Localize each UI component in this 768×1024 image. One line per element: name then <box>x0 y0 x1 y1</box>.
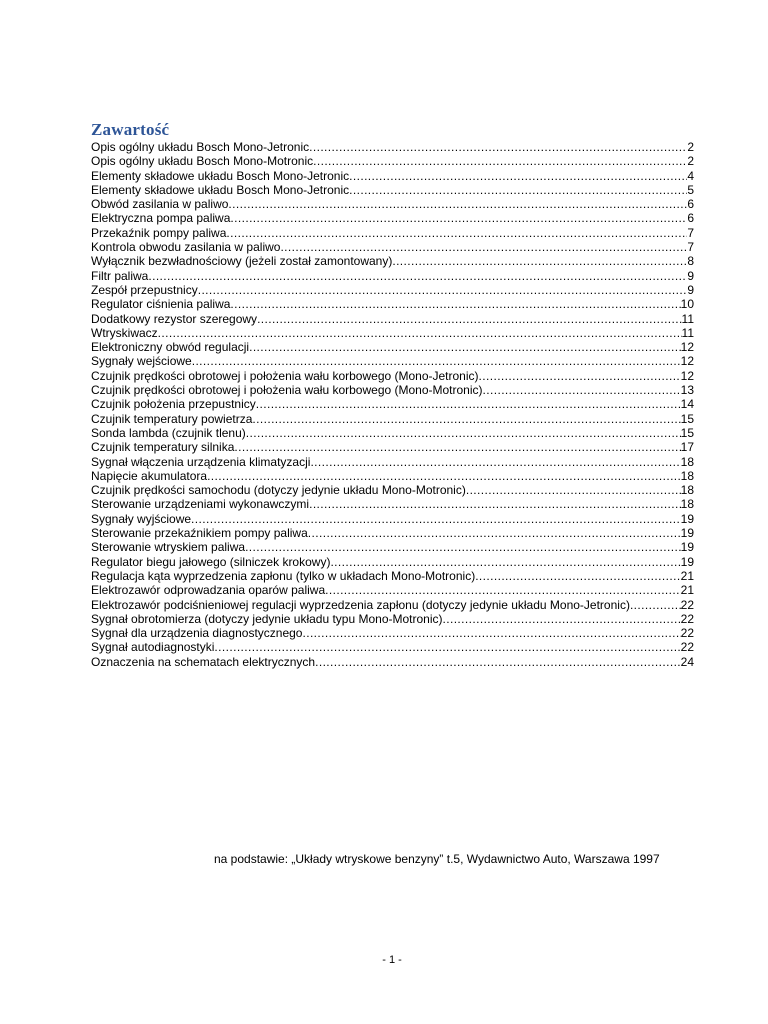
dot-leader <box>228 197 687 211</box>
toc-entry-page: 22 <box>680 626 694 641</box>
toc-entry[interactable] <box>91 326 694 340</box>
toc-entry-page: 18 <box>680 454 694 469</box>
toc-entry[interactable] <box>91 583 694 597</box>
toc-entry[interactable] <box>91 283 694 297</box>
dot-leader <box>230 211 687 225</box>
toc-entry-title: Opis ogólny układu Bosch Mono-Motronic <box>91 154 314 169</box>
toc-entry-page: 18 <box>680 497 694 512</box>
toc-entry-page: 6 <box>687 197 694 212</box>
toc-entry[interactable] <box>91 140 694 154</box>
toc-entry[interactable] <box>91 469 694 483</box>
toc-entry-title: Elementy składowe układu Bosch Mono-Jetronic <box>91 168 350 183</box>
dot-leader <box>349 169 687 183</box>
toc-entry-title: Czujnik temperatury silnika <box>91 440 235 455</box>
toc-entry[interactable] <box>91 655 694 669</box>
dot-leader <box>309 497 681 511</box>
toc-entry-page: 21 <box>680 583 694 598</box>
toc-entry-title: Regulacja kąta wyprzedzenia zapłonu (tylko w układach Mono-Motronic) <box>91 568 476 583</box>
toc-entry-page: 19 <box>680 511 694 526</box>
toc-entry[interactable] <box>91 497 694 511</box>
dot-leader <box>315 655 681 669</box>
toc-entry-page: 15 <box>680 425 694 440</box>
toc-entry[interactable] <box>91 312 694 326</box>
toc-entry[interactable] <box>91 383 694 397</box>
toc-entry-page: 12 <box>680 354 694 369</box>
toc-entry-title: Oznaczenia na schematach elektrycznych <box>91 654 316 669</box>
toc-entry[interactable] <box>91 626 694 640</box>
toc-entry-title: Sygnał autodiagnostyki <box>91 640 215 655</box>
dot-leader <box>479 369 681 383</box>
toc-entry-title: Kontrola obwodu zasilania w paliwo <box>91 240 281 255</box>
dot-leader <box>148 269 687 283</box>
toc-entry-title: Wtryskiwacz <box>91 325 158 340</box>
toc-entry[interactable] <box>91 354 694 368</box>
toc-entry-page: 22 <box>680 640 694 655</box>
dot-leader <box>192 354 681 368</box>
dot-leader <box>466 483 681 497</box>
toc-entry-title: Sygnały wejściowe <box>91 354 192 369</box>
dot-leader <box>252 412 680 426</box>
toc-entry-page: 12 <box>680 368 694 383</box>
toc-entry-title: Filtr paliwa <box>91 268 149 283</box>
toc-entry-page: 19 <box>680 540 694 555</box>
toc-entry-title: Wyłącznik bezwładnościowy (jeżeli został zamontowany) <box>91 254 393 269</box>
dot-leader <box>475 569 680 583</box>
toc-entry[interactable] <box>91 569 694 583</box>
toc-entry-page: 11 <box>681 311 694 326</box>
dot-leader <box>308 526 681 540</box>
toc-entry-title: Elektrozawór odprowadzania oparów paliwa <box>91 583 326 598</box>
toc-entry-title: Zespół przepustnicy <box>91 282 198 297</box>
toc-entry[interactable] <box>91 226 694 240</box>
toc-entry-title: Napięcie akumulatora <box>91 468 208 483</box>
toc-entry-page: 12 <box>680 340 694 355</box>
toc-entry[interactable] <box>91 540 694 554</box>
dot-leader <box>257 312 681 326</box>
dot-leader <box>191 512 681 526</box>
toc-entry-page: 6 <box>687 211 694 226</box>
toc-entry[interactable] <box>91 183 694 197</box>
toc-entry-title: Dodatkowy rezystor szeregowy <box>91 311 258 326</box>
toc-entry-page: 9 <box>687 282 694 297</box>
toc-entry-title: Przekaźnik pompy paliwa <box>91 225 227 240</box>
toc-entry-title: Obwód zasilania w paliwo <box>91 197 229 212</box>
toc-entry[interactable] <box>91 640 694 654</box>
dot-leader <box>245 540 681 554</box>
toc-entry-title: Czujnik prędkości samochodu (dotyczy jedynie układu Mono-Motronic) <box>91 483 466 498</box>
toc-entry[interactable] <box>91 169 694 183</box>
dot-leader <box>392 254 687 268</box>
toc-entry[interactable] <box>91 598 694 612</box>
toc-entry-title: Czujnik prędkości obrotowej i położenia wału korbowego (Mono-Motronic) <box>91 383 483 398</box>
dot-leader <box>309 140 687 154</box>
toc-entry[interactable] <box>91 426 694 440</box>
toc-heading: Zawartość <box>91 120 170 139</box>
toc-entry-page: 2 <box>687 140 694 154</box>
toc-entry-title: Sterowanie wtryskiem paliwa <box>91 540 246 555</box>
toc-entry[interactable] <box>91 240 694 254</box>
page-number: - 1 - <box>382 954 402 966</box>
toc-entry-page: 2 <box>687 154 694 169</box>
toc-entry-page: 21 <box>680 568 694 583</box>
toc-entry[interactable] <box>91 512 694 526</box>
toc-entry-page: 7 <box>687 225 694 240</box>
toc-entry-title: Sterowanie przekaźnikiem pompy paliwa <box>91 526 308 541</box>
toc-entry-page: 8 <box>687 254 694 269</box>
toc-entry-page: 15 <box>680 411 694 426</box>
dot-leader <box>280 240 687 254</box>
toc-entry-title: Sygnał dla urządzenia diagnostycznego <box>91 626 303 641</box>
toc-entry[interactable] <box>91 340 694 354</box>
toc-entry-title: Elementy składowe układu Bosch Mono-Jetronic <box>91 182 350 197</box>
dot-leader <box>443 612 681 626</box>
toc-entry[interactable] <box>91 269 694 283</box>
dot-leader <box>249 340 681 354</box>
toc-entry-page: 19 <box>680 526 694 541</box>
toc-entry-page: 7 <box>687 240 694 255</box>
toc-entry[interactable] <box>91 197 694 211</box>
toc-entry[interactable] <box>91 555 694 569</box>
toc-entry[interactable] <box>91 483 694 497</box>
toc-entry-title: Czujnik temperatury powietrza <box>91 411 253 426</box>
dot-leader <box>234 440 680 454</box>
toc-entry-page: 19 <box>680 554 694 569</box>
toc-entry-title: Regulator biegu jałowego (silniczek krokowy) <box>91 554 331 569</box>
toc-entry-page: 22 <box>680 611 694 626</box>
toc-entry-page: 10 <box>680 297 694 312</box>
dot-leader <box>330 555 680 569</box>
toc-entry[interactable] <box>91 297 694 311</box>
toc-entry[interactable] <box>91 369 694 383</box>
toc-entry-title: Czujnik położenia przepustnicy <box>91 397 256 412</box>
toc-entry-page: 18 <box>680 468 694 483</box>
dot-leader <box>630 598 681 612</box>
dot-leader <box>230 297 680 311</box>
toc-entry-title: Elektryczna pompa paliwa <box>91 211 231 226</box>
toc-entry-title: Opis ogólny układu Bosch Mono-Jetronic <box>91 140 310 154</box>
toc-entry-title: Sonda lambda (czujnik tlenu) <box>91 425 246 440</box>
toc-entry-title: Sygnały wyjściowe <box>91 511 192 526</box>
toc-entry[interactable] <box>91 211 694 225</box>
dot-leader <box>313 154 687 168</box>
dot-leader <box>302 626 680 640</box>
toc-entry-page: 4 <box>687 168 694 183</box>
toc-entry-page: 5 <box>687 182 694 197</box>
dot-leader <box>325 583 681 597</box>
toc-entry[interactable] <box>91 526 694 540</box>
dot-leader <box>310 455 680 469</box>
toc-entry-title: Regulator ciśnienia paliwa <box>91 297 231 312</box>
toc-entry[interactable] <box>91 397 694 411</box>
table-of-contents <box>91 140 694 669</box>
toc-entry-title: Sygnał włączenia urządzenia klimatyzacji <box>91 454 311 469</box>
toc-entry[interactable] <box>91 440 694 454</box>
dot-leader <box>214 640 680 654</box>
dot-leader <box>246 426 681 440</box>
dot-leader <box>158 326 682 340</box>
dot-leader <box>349 183 687 197</box>
toc-entry-page: 18 <box>680 483 694 498</box>
toc-entry-page: 9 <box>687 268 694 283</box>
toc-entry-title: Sterowanie urządzeniami wykonawczymi <box>91 497 310 512</box>
dot-leader <box>198 283 688 297</box>
toc-entry-title: Czujnik prędkości obrotowej i położenia wału korbowego (Mono-Jetronic) <box>91 368 479 383</box>
toc-entry-page: 17 <box>680 440 694 455</box>
toc-entry[interactable] <box>91 612 694 626</box>
toc-entry-title: Elektroniczny obwód regulacji <box>91 340 250 355</box>
source-citation: na podstawie: „Układy wtryskowe benzyny” t.5, Wydawnictwo Auto, Warszawa 1997 <box>214 852 660 866</box>
toc-entry-title: Sygnał obrotomierza (dotyczy jedynie układu typu Mono-Motronic) <box>91 611 443 626</box>
toc-entry-page: 24 <box>680 654 694 669</box>
toc-entry-title: Elektrozawór podciśnieniowej regulacji wyprzedzenia zapłonu (dotyczy jedynie układu Mono-Jetronic) <box>91 597 630 612</box>
toc-entry[interactable] <box>91 455 694 469</box>
toc-entry-page: 11 <box>681 325 694 340</box>
toc-entry[interactable] <box>91 254 694 268</box>
dot-leader <box>256 397 681 411</box>
dot-leader <box>226 226 687 240</box>
toc-entry[interactable] <box>91 154 694 168</box>
dot-leader <box>483 383 681 397</box>
dot-leader <box>207 469 681 483</box>
toc-entry-page: 13 <box>680 383 694 398</box>
toc-entry[interactable] <box>91 412 694 426</box>
toc-entry-page: 22 <box>680 597 694 612</box>
toc-entry-page: 14 <box>680 397 694 412</box>
